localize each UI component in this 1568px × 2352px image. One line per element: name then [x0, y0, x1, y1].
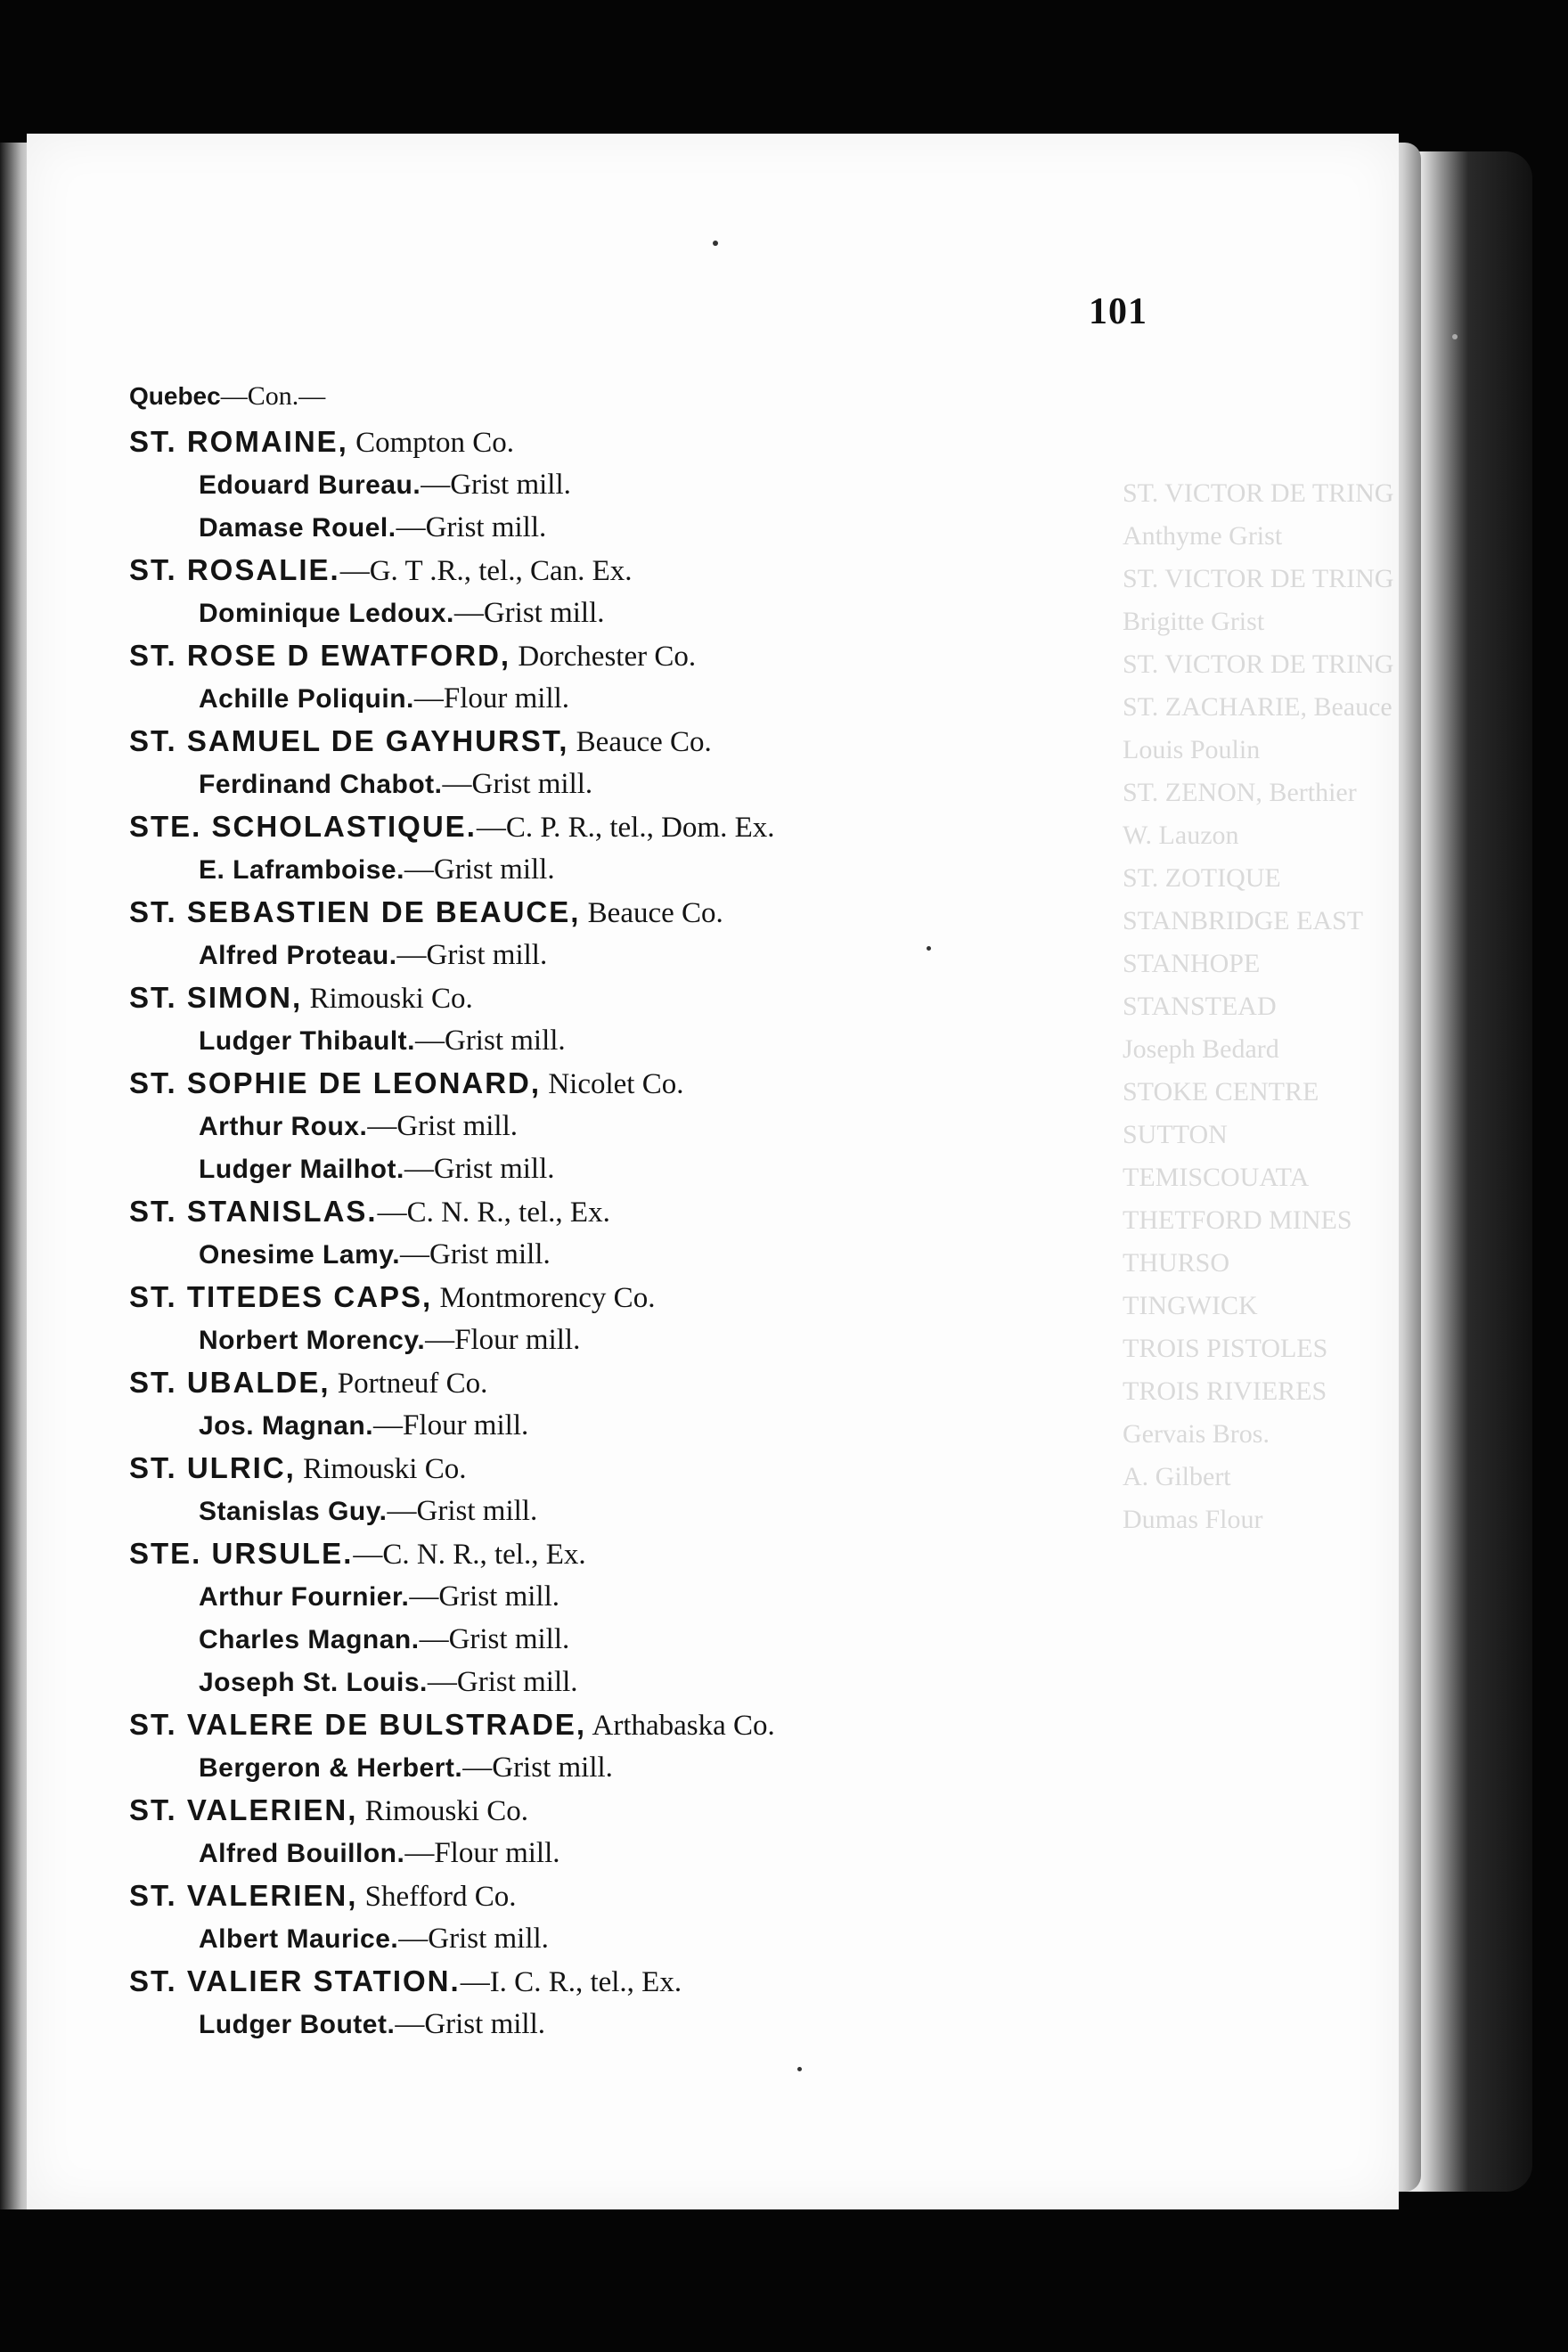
section-province: Quebec: [129, 382, 221, 410]
mill-listing: [129, 1618, 1109, 1661]
place-detail: Beauce Co.: [568, 726, 712, 758]
place-detail: Portneuf Co.: [330, 1368, 488, 1400]
mill-listing: [129, 506, 1109, 549]
place-detail: Arthabaska Co.: [586, 1710, 775, 1742]
mill-listing: [129, 592, 1109, 634]
mill-type: —Flour mill.: [404, 1837, 560, 1869]
section-header: [129, 372, 1109, 421]
mill-listing: [129, 1832, 1109, 1874]
proprietor-name: Albert Maurice.: [199, 1924, 399, 1954]
mill-type: —Grist mill.: [396, 511, 547, 543]
mill-type: —Flour mill.: [373, 1409, 529, 1441]
place-detail: —C. P. R., tel., Dom. Ex.: [476, 812, 775, 844]
mill-type: —Grist mill.: [404, 1153, 555, 1185]
mill-listing: [129, 1019, 1109, 1062]
place-name: ST. VALERIEN,: [129, 1793, 358, 1826]
dust-speck: [713, 241, 718, 246]
proprietor-name: Joseph St. Louis.: [199, 1668, 428, 1697]
dust-speck: [1452, 334, 1458, 339]
place-detail: Montmorency Co.: [432, 1282, 656, 1314]
place-detail: Rimouski Co.: [357, 1795, 529, 1827]
place-detail: Nicolet Co.: [541, 1068, 684, 1100]
proprietor-name: Onesime Lamy.: [199, 1240, 401, 1270]
proprietor-name: Ferdinand Chabot.: [199, 770, 443, 799]
proprietor-name: Dominique Ledoux.: [199, 599, 454, 628]
place-detail: —G. T .R., tel., Can. Ex.: [339, 555, 633, 587]
place-name: ST. VALERIEN,: [129, 1879, 358, 1912]
proprietor-name: Achille Poliquin.: [199, 684, 414, 714]
mill-type: —Grist mill.: [387, 1495, 538, 1527]
directory-listing: [129, 372, 1109, 2046]
proprietor-name: Damase Rouel.: [199, 513, 396, 543]
place-name: STE. URSULE.: [129, 1537, 354, 1570]
place-name: ST. UBALDE,: [129, 1366, 331, 1399]
proprietor-name: Charles Magnan.: [199, 1625, 420, 1654]
place-entry: [129, 421, 1109, 463]
mill-listing: [129, 1917, 1109, 1960]
place-entry: [129, 891, 1109, 934]
place-entry: [129, 1960, 1109, 2003]
mill-type: —Grist mill.: [421, 469, 571, 501]
place-name: ST. STANISLAS.: [129, 1195, 378, 1228]
proprietor-name: Arthur Roux.: [199, 1112, 368, 1141]
proprietor-name: E. Laframboise.: [199, 855, 404, 885]
place-entry: [129, 1190, 1109, 1233]
place-detail: —C. N. R., tel., Ex.: [377, 1196, 610, 1229]
mill-listing: [129, 1404, 1109, 1447]
proprietor-name: Ludger Mailhot.: [199, 1155, 404, 1184]
proprietor-name: Jos. Magnan.: [199, 1411, 374, 1441]
proprietor-name: Alfred Proteau.: [199, 941, 397, 970]
place-name: ST. SOPHIE DE LEONARD,: [129, 1066, 542, 1099]
place-entry: [129, 1874, 1109, 1917]
place-detail: Shefford Co.: [357, 1881, 517, 1913]
mill-type: —Grist mill.: [462, 1752, 613, 1784]
mill-type: —Flour mill.: [425, 1324, 581, 1356]
mill-type: —Grist mill.: [442, 768, 593, 800]
mill-type: —Grist mill.: [419, 1623, 570, 1655]
place-detail: —C. N. R., tel., Ex.: [353, 1539, 586, 1571]
section-continued: —Con.—: [220, 381, 326, 411]
mill-type: —Grist mill.: [427, 1666, 578, 1698]
place-detail: Rimouski Co.: [295, 1453, 467, 1485]
place-entry: [129, 805, 1109, 848]
mill-listing: [129, 848, 1109, 891]
place-detail: Beauce Co.: [580, 897, 723, 929]
mill-listing: [129, 934, 1109, 976]
place-detail: Compton Co.: [347, 427, 514, 459]
place-name: ST. VALERE DE BULSTRADE,: [129, 1708, 587, 1741]
proprietor-name: Ludger Boutet.: [199, 2010, 396, 2039]
place-name: ST. ULRIC,: [129, 1451, 296, 1484]
proprietor-name: Stanislas Guy.: [199, 1497, 388, 1526]
mill-listing: [129, 1575, 1109, 1618]
mill-type: —Grist mill.: [404, 853, 555, 886]
proprietor-name: Ludger Thibault.: [199, 1026, 415, 1056]
place-entry: [129, 720, 1109, 763]
place-entry: [129, 1532, 1109, 1575]
mill-listing: [129, 1746, 1109, 1789]
mill-type: —Flour mill.: [413, 682, 570, 715]
proprietor-name: Edouard Bureau.: [199, 470, 421, 500]
place-entry: [129, 1361, 1109, 1404]
place-name: ST. SIMON,: [129, 981, 303, 1014]
mill-type: —Grist mill.: [400, 1238, 551, 1270]
mill-listing: [129, 1661, 1109, 1703]
place-entry: [129, 976, 1109, 1019]
place-entry: [129, 1062, 1109, 1105]
place-name: ST. ROSE D EWATFORD,: [129, 639, 511, 672]
proprietor-name: Arthur Fournier.: [199, 1582, 410, 1612]
place-name: ST. TITEDES CAPS,: [129, 1280, 433, 1313]
mill-type: —Grist mill.: [453, 597, 605, 629]
mill-listing: [129, 1233, 1109, 1276]
show-through-text: ST. VICTOR DE TRING Anthyme Grist ST. VICTOR DE TRING Brigitte Grist ST. VICTOR DE TRING ST. ZACHARIE, Beauce Louis Poulin ST. ZENON, Berthier W. Lauzon ST. ZOTIQUE STANBRIDGE EAST STANHOPE STANSTEAD Joseph Bedard STOKE CENTRE SUTTON TEMISCOUATA THETFORD MINES THURSO TINGWICK TROIS PISTOLES TROIS RIVIERES Gervais Bros. A. Gilbert Dumas Flour: [1123, 478, 1394, 1534]
mill-type: —Grist mill.: [395, 2008, 545, 2040]
place-detail: Dorchester Co.: [510, 641, 697, 673]
place-entry: [129, 1789, 1109, 1832]
proprietor-name: Alfred Bouillon.: [199, 1839, 405, 1868]
mill-listing: [129, 463, 1109, 506]
mill-type: —Grist mill.: [367, 1110, 519, 1142]
place-entry: [129, 634, 1109, 677]
mill-type: —Grist mill.: [398, 1923, 549, 1955]
mill-listing: [129, 1147, 1109, 1190]
place-name: ST. SEBASTIEN DE BEAUCE,: [129, 895, 581, 928]
dust-speck: [797, 2067, 802, 2071]
place-name: ST. ROSALIE.: [129, 553, 340, 586]
place-entry: [129, 1276, 1109, 1319]
place-name: ST. ROMAINE,: [129, 425, 348, 458]
place-entry: [129, 549, 1109, 592]
proprietor-name: Bergeron & Herbert.: [199, 1753, 463, 1783]
place-detail: Rimouski Co.: [302, 983, 473, 1015]
mill-listing: [129, 1319, 1109, 1361]
place-name: STE. SCHOLASTIQUE.: [129, 810, 477, 843]
mill-type: —Grist mill.: [414, 1025, 566, 1057]
mill-listing: [129, 1105, 1109, 1147]
place-detail: —I. C. R., tel., Ex.: [460, 1966, 682, 1998]
mill-listing: [129, 763, 1109, 805]
mill-listing: [129, 1490, 1109, 1532]
page-number: 101: [1089, 291, 1147, 332]
mill-listing: [129, 677, 1109, 720]
place-name: ST. SAMUEL DE GAYHURST,: [129, 724, 569, 757]
mill-listing: [129, 2003, 1109, 2046]
dust-speck: [927, 946, 931, 951]
place-name: ST. VALIER STATION.: [129, 1964, 461, 1997]
mill-type: —Grist mill.: [396, 939, 548, 971]
mill-type: —Grist mill.: [409, 1580, 560, 1613]
entries-list: [129, 421, 1109, 2046]
proprietor-name: Norbert Morency.: [199, 1326, 426, 1355]
place-entry: [129, 1703, 1109, 1746]
place-entry: [129, 1447, 1109, 1490]
